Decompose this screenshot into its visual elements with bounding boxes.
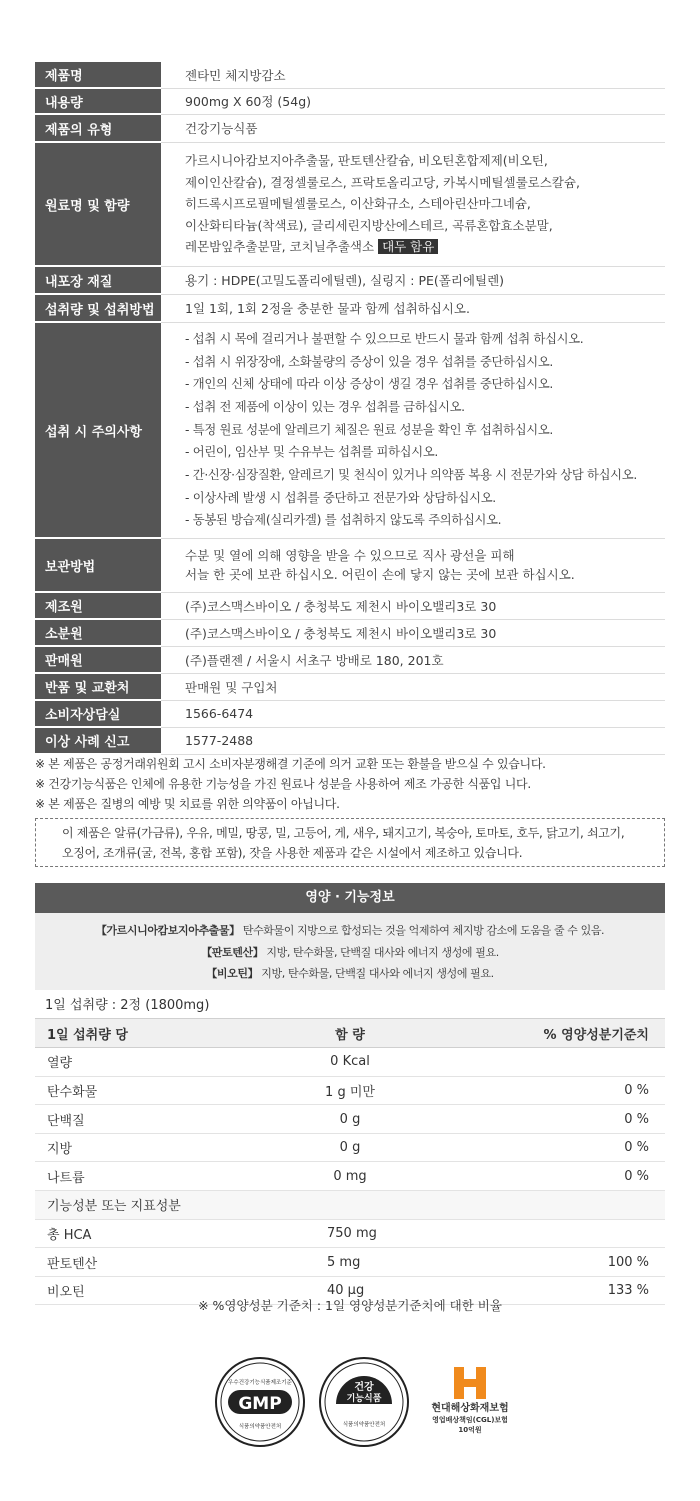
value-manufacturer: (주)코스맥스바이오 / 충청북도 제천시 바이오밸리3로 30 [161,592,665,619]
nutrient-amount: 0 g [245,1105,455,1134]
hyundai-h-logo-icon [452,1365,488,1401]
value-customer-service: 1566-6474 [161,700,665,727]
nutrient-amount: 0 g [245,1133,455,1162]
nutrient-amount: 0 mg [245,1162,455,1191]
desc-line [35,920,665,942]
desc-line [35,963,665,985]
label-report: 이상 사례 신고 [35,727,161,754]
nutrient-percent [455,1219,665,1248]
row-packaging [35,266,665,294]
caution-line: - 개인의 신체 상태에 따라 이상 증상이 생길 경우 섭취를 중단하십시오. [185,377,554,392]
table-row [35,1162,665,1191]
label-subdivider: 소분원 [35,619,161,646]
storage-line: 수분 및 열에 의해 영향을 받을 수 있으므로 직사 광선을 피해 [185,548,515,563]
row-distributor [35,646,665,673]
hf-main-text-1: 건강 [354,1382,374,1393]
value-distributor: (주)플랜젠 / 서울시 서초구 방배로 180, 201호 [161,646,665,673]
nutrient-name: 단백질 [35,1105,245,1134]
row-intake [35,294,665,322]
header-amount: 함 량 [245,1019,455,1048]
row-type [35,114,665,142]
caution-line: - 섭취 전 제품에 이상이 있는 경우 섭취를 금하십시오. [185,399,465,414]
gmp-badge-icon [214,1356,306,1448]
nutrition-table [35,1019,665,1305]
allergy-notice [35,818,665,867]
nutrient-name: 판토텐산 [35,1248,245,1277]
nutrient-name: 나트륨 [35,1162,245,1191]
allergy-line: 이 제품은 알류(가금류), 우유, 메밀, 땅콩, 밀, 고등어, 게, 새우, 돼지고기, 복숭아, 토마토, 호두, 닭고기, 쇠고기, [62,826,625,840]
product-info-table [35,62,665,755]
row-report [35,727,665,754]
gmp-bottom-text: 식품의약품안전처 [238,1424,282,1430]
ingredient-line: 히드록시프로필메틸셀룰로스, 이산화규소, 스테아린산마그네슘, [185,196,531,212]
nutrient-amount: 5 mg [245,1248,455,1277]
caution-line: - 간·신장·심장질환, 알레르기 및 천식이 있거나 의약품 복용 시 전문가와 상담 하십시오. [185,468,637,483]
row-return [35,673,665,700]
desc-text: 지방, 탄수화물, 단백질 대사와 에너지 생성에 필요. [261,967,494,980]
caution-line: - 이상사례 발생 시 섭취를 중단하고 전문가와 상담하십시오. [185,490,496,505]
value-ingredients [161,142,665,266]
note-line: ※ 본 제품은 공정거래위원회 고시 소비자분쟁해결 기준에 의거 교환 또는 환불을 받으실 수 있습니다. [35,757,546,771]
ingredient-line: 제이인산칼슘), 결정셀룰로스, 프락토올리고당, 카복시메틸셀룰로스칼슘, [185,174,580,190]
row-caution [35,322,665,538]
label-volume: 내용량 [35,88,161,114]
desc-text: 탄수화물이 지방으로 합성되는 것을 억제하여 체지방 감소에 도움을 줄 수 있음. [242,924,605,937]
row-subdivider [35,619,665,646]
table-row [35,1133,665,1162]
note-line: ※ 건강기능식품은 인체에 유용한 기능성을 가진 원료나 성분을 사용하여 제조 가공한 식품입 니다. [35,777,531,791]
value-intake: 1일 1회, 1회 2정을 충분한 물과 함께 섭취하십시오. [161,294,665,322]
label-packaging: 내포장 재질 [35,266,161,294]
label-ingredients: 원료명 및 함량 [35,142,161,266]
value-packaging: 용기 : HDPE(고밀도폴리에틸렌), 실링지 : PE(폴리에틸렌) [161,266,665,294]
insurance-type: 영업배상책임(CGL)보험 [432,1416,508,1424]
value-caution [161,322,665,538]
gmp-main-text: GMP [238,1394,282,1414]
nutrient-percent: 100 % [455,1248,665,1277]
ingredient-line [185,236,665,258]
table-row [35,1048,665,1077]
value-storage [161,538,665,592]
label-storage: 보관방법 [35,538,161,592]
nutrition-description [35,913,665,990]
functional-section-label: 기능성분 또는 지표성분 [35,1191,665,1220]
desc-tag: 【판토텐산】 [201,945,264,959]
row-storage [35,538,665,592]
row-ingredients [35,142,665,266]
desc-line [35,942,665,964]
allergy-line: 오징어, 조개류(굴, 전복, 홍합 포함), 잣을 사용한 제품과 같은 시설에서 제조하고 있습니다. [62,846,523,860]
soy-highlight: 대두 함유 [378,239,438,254]
nutrient-percent: 133 % [455,1276,665,1305]
label-return: 반품 및 교환처 [35,673,161,700]
table-row [35,1219,665,1248]
nutrient-percent [455,1048,665,1077]
nutrient-percent: 0 % [455,1162,665,1191]
nutrient-percent: 0 % [455,1076,665,1105]
insurance-company: 현대해상화재보험 [431,1403,509,1414]
label-manufacturer: 제조원 [35,592,161,619]
nutrient-percent: 0 % [455,1105,665,1134]
ingredient-line: 가르시니아캄보지아추출물, 판토텐산칼슘, 비오틴혼합제제(비오틴, [185,153,548,169]
nutrition-footnote: ※ %영양성분 기준치 : 1일 영양성분기준치에 대한 비율 [198,1298,502,1313]
nutrient-name: 지방 [35,1133,245,1162]
note-line: ※ 본 제품은 질병의 예방 및 치료를 위한 의약품이 아닙니다. [35,797,340,811]
storage-line: 서늘 한 곳에 보관 하십시오. 어린이 손에 닿지 않는 곳에 보관 하십시오. [185,567,575,582]
row-manufacturer [35,592,665,619]
row-volume [35,88,665,114]
ingredient-line-last: 레몬밤잎추출분말, 코치닐추출색소 [185,239,375,255]
nutrient-name: 비오틴 [35,1276,245,1305]
caution-line: - 동봉된 방습제(실리카겔) 를 섭취하지 않도록 주의하십시오. [185,513,502,528]
desc-tag: 【비오틴】 [206,967,259,980]
value-return: 판매원 및 구입처 [161,673,665,700]
value-type: 건강기능식품 [161,114,665,142]
header-daily-value: % 영양성분기준치 [455,1019,665,1048]
table-row [35,1076,665,1105]
nutrient-percent: 0 % [455,1133,665,1162]
table-row [35,1248,665,1277]
caution-line: - 섭취 시 위장장애, 소화불량의 증상이 있을 경우 섭취를 중단하십시오. [185,354,554,369]
hf-bottom-text: 식품의약품안전처 [342,1422,386,1428]
row-customer-service [35,700,665,727]
value-report: 1577-2488 [161,727,665,754]
functional-section-row [35,1191,665,1220]
insurance-amount: 10억원 [458,1426,482,1434]
nutrition-header-row [35,1019,665,1048]
label-product-name: 제품명 [35,62,161,88]
table-row [35,1105,665,1134]
value-subdivider: (주)코스맥스바이오 / 충청북도 제천시 바이오밸리3로 30 [161,619,665,646]
nutrient-amount: 0 Kcal [245,1048,455,1077]
value-product-name: 젠타민 체지방감소 [161,62,665,88]
caution-line: - 특정 원료 성분에 알레르기 체질은 원료 성분을 확인 후 섭취하십시오. [185,422,554,437]
nutrient-amount: 1 g 미만 [245,1076,455,1105]
label-intake: 섭취량 및 섭취방법 [35,294,161,322]
ingredient-line: 이산화티타늄(착색료), 글리세린지방산에스테르, 곡류혼합효소분말, [185,217,553,233]
insurance-badge [420,1365,520,1435]
label-customer-service: 소비자상담실 [35,700,161,727]
legal-notes [35,754,675,814]
hf-main-text-2: 기능식품 [346,1394,382,1404]
caution-line: - 섭취 시 목에 걸리거나 불편할 수 있으므로 반드시 물과 함께 섭취 하십시오. [185,331,584,346]
gmp-top-text: 우수건강기능식품제조기준 [228,1380,292,1386]
nutrient-amount: 40 μg [245,1276,455,1305]
desc-tag: 【가르시니아캄보지아추출물】 [95,924,240,937]
nutrient-name: 탄수화물 [35,1076,245,1105]
nutrient-name: 열량 [35,1048,245,1077]
nutrient-name: 총 HCA [35,1219,245,1248]
header-per-serving: 1일 섭취량 당 [35,1019,245,1048]
label-distributor: 판매원 [35,646,161,673]
row-product-name [35,62,665,88]
label-type: 제품의 유형 [35,114,161,142]
label-caution: 섭취 시 주의사항 [35,322,161,538]
caution-line: - 어린이, 임산부 및 수유부는 섭취를 피하십시오. [185,445,439,460]
nutrient-amount: 750 mg [245,1219,455,1248]
health-food-badge-icon [318,1356,410,1448]
nutrition-title-bar: 영양 · 기능정보 [35,883,665,913]
desc-text: 지방, 탄수화물, 단백질 대사와 에너지 생성에 필요. [266,945,499,959]
value-volume: 900mg X 60정 (54g) [161,88,665,114]
serving-size: 1일 섭취량 : 2정 (1800mg) [35,993,665,1019]
